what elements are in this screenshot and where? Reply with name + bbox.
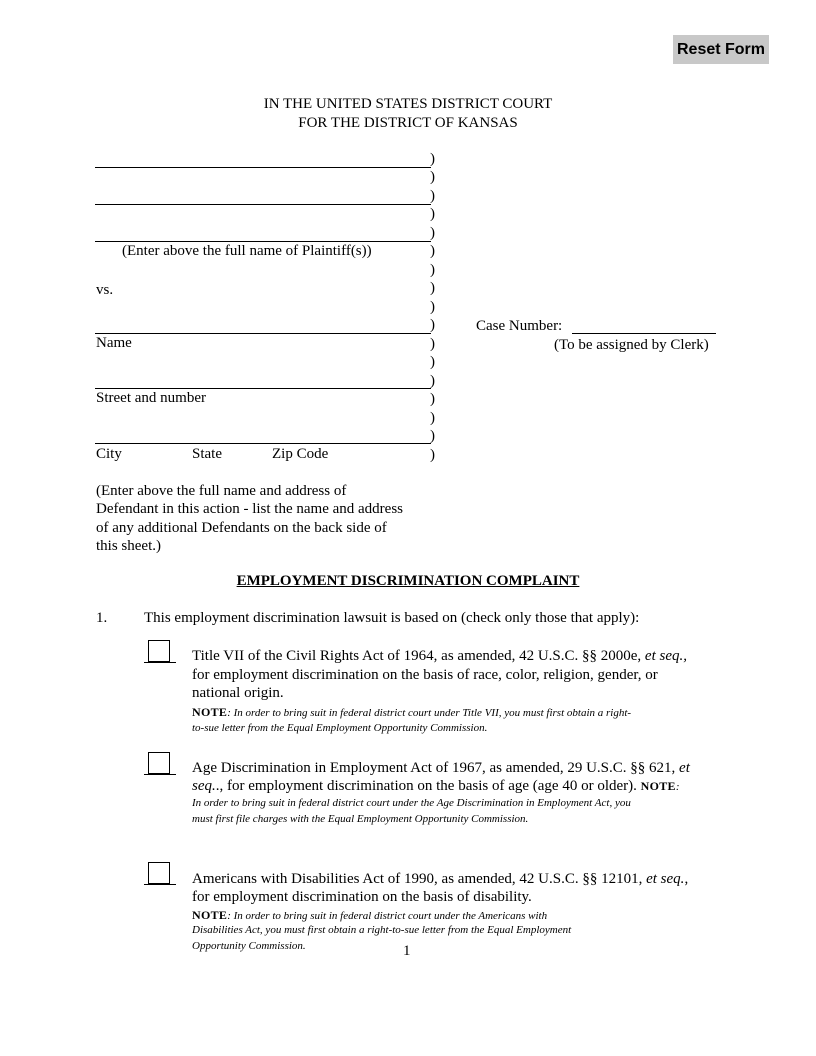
defendant-instruction-line: Defendant in this action - list the name and address [96,501,403,517]
ada-checkbox-line [144,884,176,885]
age-discrimination-text-2 [192,778,680,795]
plaintiff-instruction: (Enter above the full name of Plaintiff(s)) [122,243,372,259]
ada-et-seq: et seq. [646,871,685,887]
defendant-city-line[interactable] [95,443,431,444]
age-note-line: In order to bring suit in federal district court under the Age Discrimination in Employment Act, you [192,797,631,809]
caption-paren: ) [430,225,435,241]
title-vii-text-line: Title VII of the Civil Rights Act of 1964, as amended, 42 U.S.C. §§ 2000e, [192,648,642,664]
caption-paren: ) [430,188,435,204]
note-label: NOTE [192,908,228,922]
case-number-label: Case Number: [476,318,563,334]
caption-paren: ) [430,243,435,259]
age-text-line: Age Discrimination in Employment Act of 1967, as amended, 29 U.S.C. §§ 621, [192,760,676,776]
defendant-street-line[interactable] [95,388,431,389]
ada-text-line: for employment discrimination on the basis of disability. [192,889,532,905]
caption-paren: ) [430,428,435,444]
caption-paren: ) [430,391,435,407]
title-vii-text-line: for employment discrimination on the basis of race, color, religion, gender, or [192,667,658,683]
ada-text-line: Americans with Disabilities Act of 1990, as amended, 42 U.S.C. §§ 12101, [192,871,643,887]
page-number: 1 [403,943,411,959]
age-discrimination-checkbox[interactable] [148,752,170,774]
reset-form-button[interactable]: Reset Form [673,35,769,64]
title-vii-note-line: to-sue letter from the Equal Employment Opportunity Commission. [192,722,488,734]
street-label: Street and number [96,390,206,406]
title-vii-checkbox-line [144,662,176,663]
note-label: NOTE [640,779,676,793]
item-text: This employment discrimination lawsuit is based on (check only those that apply): [144,610,640,626]
title-vii-note [192,705,631,720]
defendant-instruction-line: (Enter above the full name and address of [96,483,347,499]
ada-note-line: Opportunity Commission. [192,940,306,952]
defendant-instruction-line: of any additional Defendants on the back side of [96,520,387,536]
caption-paren: ) [430,317,435,333]
caption-paren: ) [430,447,435,463]
age-discrimination-checkbox-line [144,774,176,775]
title-vii-et-seq: et seq., [644,648,687,664]
court-name: IN THE UNITED STATES DISTRICT COURT [263,96,553,112]
ada-text [192,871,688,888]
caption-paren: ) [430,206,435,222]
ada-note [192,908,547,923]
caption-paren: ) [430,354,435,370]
note-label: NOTE [192,705,228,719]
age-note-line: must first file charges with the Equal Employment Opportunity Commission. [192,813,529,825]
caption-paren: ) [430,373,435,389]
plaintiff-line-3[interactable] [95,241,431,242]
age-et: et [679,760,690,776]
plaintiff-line-2[interactable] [95,204,431,205]
court-district: FOR THE DISTRICT OF KANSAS [298,115,518,131]
title-vii-text [192,648,687,665]
case-number-note: (To be assigned by Clerk) [554,337,709,353]
item-number: 1. [96,610,108,626]
note-text: : In order to bring suit in federal district court under the Americans with [227,910,548,922]
caption-paren: ) [430,169,435,185]
versus-label: vs. [96,282,114,298]
defendant-instruction-line: this sheet.) [96,538,161,554]
ada-checkbox[interactable] [148,862,170,884]
age-seq: seq. [192,778,216,794]
caption-paren: ) [430,336,435,352]
state-label: State [192,446,222,462]
ada-comma: , [684,871,689,887]
caption-paren: ) [430,262,435,278]
title-vii-checkbox[interactable] [148,640,170,662]
caption-paren: ) [430,280,435,296]
age-discrimination-text [192,760,690,777]
defendant-name-line[interactable] [95,333,431,334]
title-vii-text-line: national origin. [192,685,284,701]
note-text: : In order to bring suit in federal district court under Title VII, you must first obtain a right- [227,707,632,719]
plaintiff-line-1[interactable] [95,167,431,168]
complaint-title: EMPLOYMENT DISCRIMINATION COMPLAINT [236,573,580,589]
zip-label: Zip Code [272,446,329,462]
caption-paren: ) [430,410,435,426]
note-colon: : [675,781,680,793]
age-text-line: ., for employment discrimination on the basis of age (age 40 or older). [215,778,637,794]
case-number-field[interactable] [572,333,716,334]
city-label: City [96,446,122,462]
name-label: Name [96,335,132,351]
ada-note-line: Disabilities Act, you must first obtain a right-to-sue letter from the Equal Employment [192,924,572,936]
caption-paren: ) [430,299,435,315]
caption-paren: ) [430,151,435,167]
